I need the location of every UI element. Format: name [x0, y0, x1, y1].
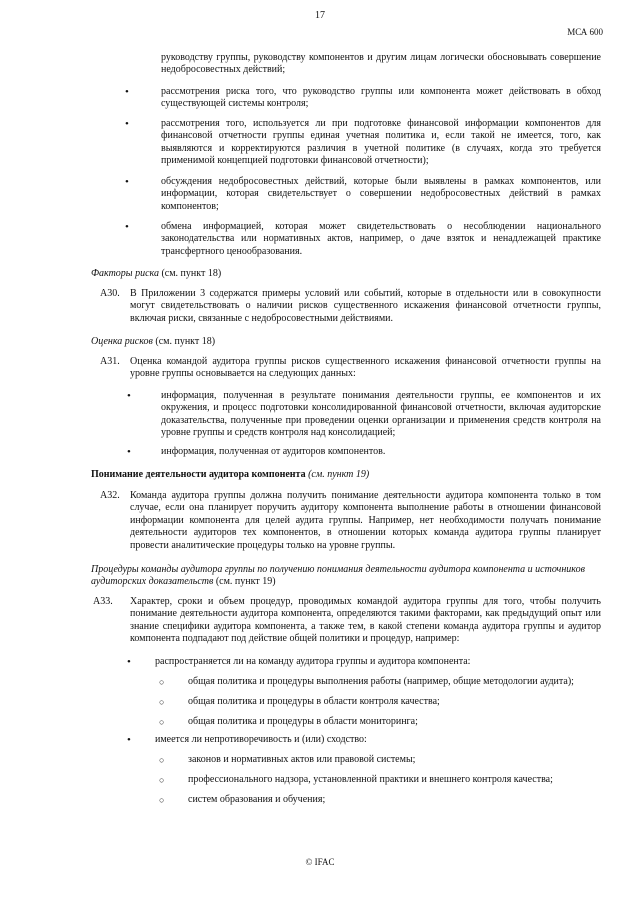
standard-label: МСА 600 — [567, 27, 603, 37]
page-number: 17 — [315, 10, 325, 21]
bullet-icon: • — [125, 86, 129, 98]
paragraph-a33: Характер, сроки и объем процедур, проводимых командой аудитора группы для того, чтобы получить понимание деятельности аудитора компонента, определяются такими факторами, как предыдущий опыт или знание специфики аудитора компонента, а также тем, в какой степени команда аудитора группы и аудитор компонента подпадают под действие общей политики и процедур, например: — [130, 596, 601, 645]
bullet-icon: • — [125, 176, 129, 188]
para-number: A33. — [93, 596, 113, 607]
bullet-item: обмена информацией, которая может свидетельствовать о несоблюдении национального законодательства или нормативных актов, например, о даче взяток и ненадлежащей практике трансфертного ценообразования. — [161, 221, 601, 257]
heading-procedures: Процедуры команды аудитора группы по получению понимания деятельности аудитора компонента и источников аудиторских доказательств (см. пункт 19) — [91, 564, 585, 588]
sub-bullet-item: профессионального надзора, установленной практики и внешнего контроля качества; — [188, 774, 553, 785]
bullet-icon: • — [125, 221, 129, 233]
bullet-icon: • — [127, 390, 131, 402]
sub-bullet-item: общая политика и процедуры в области контроля качества; — [188, 696, 440, 707]
paragraph-a32: Команда аудитора группы должна получить понимание деятельности аудитора компонента только в том случае, если она планирует поручить аудитору компонента выполнение работы в отношении финансовой информации компонента для целей аудита группы. Например, нет необходимости получать понимание деятельности аудиторов тех компонентов, в отношении которых команда аудитора группы планирует провести аналитические процедуры только на уровне группы. — [130, 490, 601, 551]
paragraph-a30: В Приложении 3 содержатся примеры условий или событий, которые в отдельности или в совокупности могут свидетельствовать о наличии рисков существенного искажения финансовой отчетности группы, включая риски, связанные с недобросовестными действиями. — [130, 288, 601, 324]
footer-copyright: © IFAC — [305, 857, 335, 867]
para-number: A31. — [100, 356, 120, 367]
circle-bullet-icon: ○ — [159, 697, 165, 707]
continuation-paragraph: руководству группы, руководству компонентов и другим лицам логически обосновывать совершение недобросовестных действий; — [161, 52, 601, 76]
heading-risk-assessment: Оценка рисков (см. пункт 18) — [91, 336, 216, 347]
sub-bullet-item: общая политика и процедуры в области мониторинга; — [188, 716, 418, 727]
para-number: A30. — [100, 288, 120, 299]
bullet-icon: • — [127, 656, 131, 668]
bullet-item: обсуждения недобросовестных действий, которые были выявлены в рамках компонентов, или информации, которая свидетельствует о совершении недобросовестных действий в рамках компонентов; — [161, 176, 601, 212]
paragraph-a31: Оценка командой аудитора группы рисков существенного искажения финансовой отчетности группы на уровне группы основывается на следующих данных: — [130, 356, 601, 380]
circle-bullet-icon: ○ — [159, 775, 165, 785]
circle-bullet-icon: ○ — [159, 755, 165, 765]
bullet-item: рассмотрения того, используется ли при подготовке финансовой информации компонентов для финансовой отчетности группы единая учетная политика и, если такой не имеется, того, как выявляются и корректируются различия в учетной политике (в случаях, когда это требуется применимой концепцией подготовки финансовой отчетности); — [161, 118, 601, 167]
circle-bullet-icon: ○ — [159, 795, 165, 805]
heading-risk-factors: Факторы риска (см. пункт 18) — [91, 268, 222, 279]
sub-bullet-item: общая политика и процедуры выполнения работы (например, общие методологии аудита); — [188, 676, 574, 687]
bullet-icon: • — [125, 118, 129, 130]
circle-bullet-icon: ○ — [159, 677, 165, 687]
bullet-icon: • — [127, 446, 131, 458]
para-number: A32. — [100, 490, 120, 501]
sub-bullet-item: законов и нормативных актов или правовой системы; — [188, 754, 416, 765]
bullet-item: информация, полученная в результате понимания деятельности группы, ее компонентов и их окружения, и процесс подготовки консолидированной финансовой отчетности, включая аудиторские доказательства, полученные при проведении оценки организации и применения средств контроля на уровне группы и средств контроля над консолидацией; — [161, 390, 601, 439]
bullet-item: распространяется ли на команду аудитора группы и аудитора компонента: — [155, 656, 471, 667]
heading-understanding-component-auditor: Понимание деятельности аудитора компонента (см. пункт 19) — [91, 469, 370, 480]
circle-bullet-icon: ○ — [159, 717, 165, 727]
bullet-item: имеется ли непротиворечивость и (или) сходство: — [155, 734, 367, 745]
bullet-item: информация, полученная от аудиторов компонентов. — [161, 446, 386, 457]
sub-bullet-item: систем образования и обучения; — [188, 794, 326, 805]
bullet-item: рассмотрения риска того, что руководство группы или компонента может действовать в обход существующей системы контроля; — [161, 86, 601, 110]
bullet-icon: • — [127, 734, 131, 746]
